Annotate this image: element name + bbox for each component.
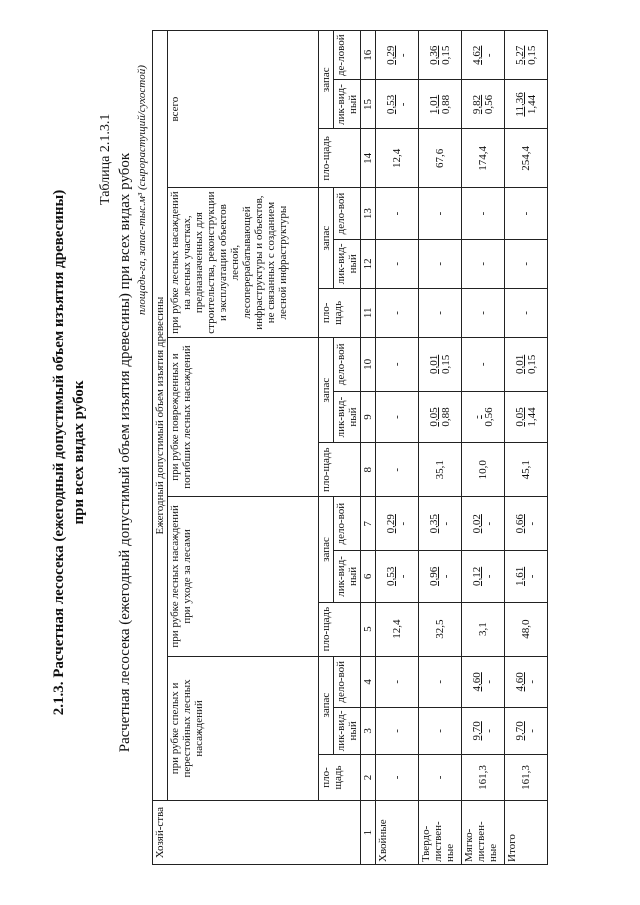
table-cell: - [419,708,462,755]
header-area: пло-щадь [319,129,361,188]
growing-stock-value: 11,36 [514,92,526,117]
deadwood-value: - [397,53,409,58]
deadwood-value: - [526,729,538,733]
table-cell [419,31,462,80]
table-cell: - [376,188,419,239]
fraction-value [514,355,538,374]
deadwood-value: - [526,680,538,684]
header-liquid: лик-вид-ный [334,80,361,129]
growing-stock-value: 0,01 [428,354,440,374]
deadwood-value: - [397,102,409,107]
growing-stock-value: 5,27 [514,45,526,65]
deadwood-value: 0,15 [526,45,538,65]
growing-stock-value: 4,62 [471,45,483,65]
table-cell: - [419,188,462,239]
column-number: 5 [361,602,376,656]
growing-stock-value: 0,35 [428,514,440,534]
table-cell: - [376,288,419,337]
header-group-damaged: при рубке поврежденных и погибших лесных насаждений [168,337,319,496]
table-cell [462,497,505,551]
deadwood-value: 0,88 [440,407,452,427]
fraction-value [385,95,409,114]
deadwood-value: - [483,574,495,579]
allowable-cut-table [152,30,548,865]
header-stock: запас [319,188,334,289]
fraction-value [471,721,495,740]
table-cell: 3,1 [462,602,505,656]
table-cell: - [505,188,548,239]
section-title-line2: при всех видах рубок [71,380,87,525]
table-cell [419,337,462,391]
header-area: пло-щадь [319,602,361,656]
growing-stock-value: 0,05 [514,407,526,427]
deadwood-value: - [397,521,409,526]
growing-stock-value: 0,01 [514,354,526,374]
table-cell: - [376,754,419,801]
table-cell: 67,6 [419,129,462,188]
fraction-value [471,407,495,426]
header-commercial: де-ловой [334,31,361,80]
header-area: пло-щадь [319,754,361,801]
deadwood-value: - [483,729,495,733]
table-caption: Расчетная лесосека (ежегодный допустимый объем изъятия древесины) при всех видах рубок [117,152,133,753]
table-cell [462,31,505,80]
deadwood-value: - [483,53,495,58]
table-cell: 12,4 [376,129,419,188]
header-commercial: дело-вой [334,497,361,551]
deadwood-value: - [526,574,538,579]
table-cell: - [376,443,419,497]
header-area: пло-щадь [319,288,361,337]
growing-stock-value: 1,61 [514,566,526,587]
table-cell: - [462,288,505,337]
table-cell [505,708,548,755]
table-cell: - [376,656,419,707]
table-cell [462,708,505,755]
header-stock: запас [319,656,334,754]
column-number: 8 [361,443,376,497]
table-cell [505,497,548,551]
table-cell [462,656,505,707]
growing-stock-value: 4,60 [471,672,483,692]
column-numbers-row [361,31,376,865]
header-commercial: дело-вой [334,337,361,391]
column-number: 3 [361,708,376,755]
table-cell: - [462,239,505,288]
fraction-value [514,514,538,533]
header-main: Ежегодный допустимый объем изъятия древесины [153,31,168,801]
growing-stock-value: 0,96 [428,566,440,587]
column-number: 13 [361,188,376,239]
table-cell: - [419,656,462,707]
growing-stock-value: 0,12 [471,566,483,587]
table-cell: - [505,239,548,288]
table-number: Таблица 2.1.3.1 [98,113,113,205]
row-label: Твердо-листвен-ные [419,801,462,865]
table-cell [419,391,462,442]
table-cell: 161,3 [462,754,505,801]
table-row [419,31,462,865]
table-cell [419,80,462,129]
growing-stock-value: 0,53 [385,566,397,587]
table-cell [505,31,548,80]
table-cell: 254,4 [505,129,548,188]
fraction-value [428,567,452,586]
deadwood-value: - [483,680,495,684]
table-cell: 32,5 [419,602,462,656]
table-cell: - [505,288,548,337]
growing-stock-value: 9,70 [471,721,483,741]
deadwood-value: 0,88 [440,94,452,115]
header-stock: запас [319,497,334,602]
table-cell [462,80,505,129]
column-number: 15 [361,80,376,129]
fraction-value [514,721,538,740]
column-number: 1 [361,801,376,865]
fraction-value [514,92,538,116]
fraction-value [385,514,409,533]
growing-stock-value: 0,36 [428,45,440,65]
deadwood-value: - [483,521,495,526]
table-cell: 48,0 [505,602,548,656]
fraction-value [428,355,452,374]
table-cell [376,497,419,551]
table-cell: 161,3 [505,754,548,801]
table-cell: - [376,239,419,288]
table-cell: 35,1 [419,443,462,497]
table-cell: - [419,239,462,288]
column-number: 2 [361,754,376,801]
section-title: 2.1.3. Расчетная лесосека (ежегодный допустимый объем изъятия древесины) [51,189,67,716]
column-number: 7 [361,497,376,551]
column-number: 6 [361,551,376,602]
fraction-value [471,46,495,65]
header-area: пло-щадь [319,443,361,497]
table-cell: - [376,391,419,442]
table-cell [376,31,419,80]
deadwood-value: - [397,574,409,579]
header-liquid: лик-вид-ный [334,391,361,442]
table-cell [419,497,462,551]
row-label: Итого [505,801,548,865]
table-cell [462,551,505,602]
growing-stock-value: 0,05 [428,407,440,427]
deadwood-value: - [440,574,452,579]
header-liquid: лик-вид-ный [334,239,361,288]
table-row [462,31,505,865]
table-cell [419,551,462,602]
header-group-care: при рубке лесных насаждений при уходе за лесами [168,497,319,656]
fraction-value [428,46,452,65]
table-cell [462,391,505,442]
deadwood-value: 0,15 [440,354,452,374]
row-label: Мягко-листвен-ные [462,801,505,865]
growing-stock-value: 0,29 [385,514,397,534]
fraction-value [385,567,409,586]
growing-stock-value: 9,82 [471,94,483,115]
fraction-value [514,567,538,586]
column-number: 9 [361,391,376,442]
fraction-value [428,95,452,114]
header-group-total: всего [168,31,319,188]
fraction-value [471,514,495,533]
growing-stock-value: 0,66 [514,514,526,534]
table-cell [505,391,548,442]
table-cell [505,656,548,707]
fraction-value [385,46,409,65]
column-number: 14 [361,129,376,188]
table-cell [505,551,548,602]
header-commercial: дело-вой [334,188,361,239]
table-cell: 174,4 [462,129,505,188]
fraction-value [514,672,538,691]
fraction-value [514,46,538,65]
table-cell [376,551,419,602]
deadwood-value: 1,44 [526,94,538,115]
header-liquid: лик-вид-ный [334,708,361,755]
deadwood-value: 0,15 [440,45,452,65]
table-cell [376,80,419,129]
table-row [376,31,419,865]
units-note: площадь-га, запас-тыс.м³ (сырорастущий/сухостой) [136,65,148,315]
fraction-value [428,514,452,533]
table-cell [505,80,548,129]
table-cell: - [376,708,419,755]
column-number: 10 [361,337,376,391]
deadwood-value: - [440,521,452,526]
table-cell: - [376,337,419,391]
header-liquid: лик-вид-ный [334,551,361,602]
header-farm: Хозяй-ства [153,801,361,865]
deadwood-value: 0,15 [526,354,538,374]
table-cell [505,337,548,391]
fraction-value [471,672,495,691]
growing-stock-value: - [471,415,483,419]
fraction-value [471,95,495,114]
table-cell: - [462,188,505,239]
growing-stock-value: 0,29 [385,45,397,65]
column-number: 4 [361,656,376,707]
total-row [505,31,548,865]
table-cell: - [419,288,462,337]
growing-stock-value: 9,70 [514,721,526,741]
table-cell: 12,4 [376,602,419,656]
header-stock: запас [319,337,334,442]
growing-stock-value: 0,53 [385,94,397,115]
deadwood-value: 1,44 [526,407,538,427]
table-cell: 10,0 [462,443,505,497]
row-label: Хвойные [376,801,419,865]
fraction-value [514,407,538,426]
header-group-mature: при рубке спелых и перестойных лесных насаждений [168,656,319,801]
table-cell: - [462,337,505,391]
header-commercial: дело-вой [334,656,361,707]
column-number: 16 [361,31,376,80]
growing-stock-value: 1,01 [428,94,440,115]
growing-stock-value: 4,60 [514,672,526,692]
deadwood-value: 0,56 [483,94,495,115]
column-number: 11 [361,288,376,337]
table-cell: 45,1 [505,443,548,497]
header-stock: запас [319,31,334,129]
table-cell: - [419,754,462,801]
deadwood-value: 0,56 [483,407,495,427]
deadwood-value: - [526,521,538,526]
fraction-value [428,407,452,426]
fraction-value [471,567,495,586]
header-group-construction: при рубке лесных насаждений на лесных участках, предназначенных для строительства, реконструкции и эксплуатации объектов лесной, лесоперерабатывающей инфраструктуры и объектов, не связанных с созданием лесной инфраструктуры [168,188,319,338]
column-number: 12 [361,239,376,288]
growing-stock-value: 0,02 [471,514,483,534]
